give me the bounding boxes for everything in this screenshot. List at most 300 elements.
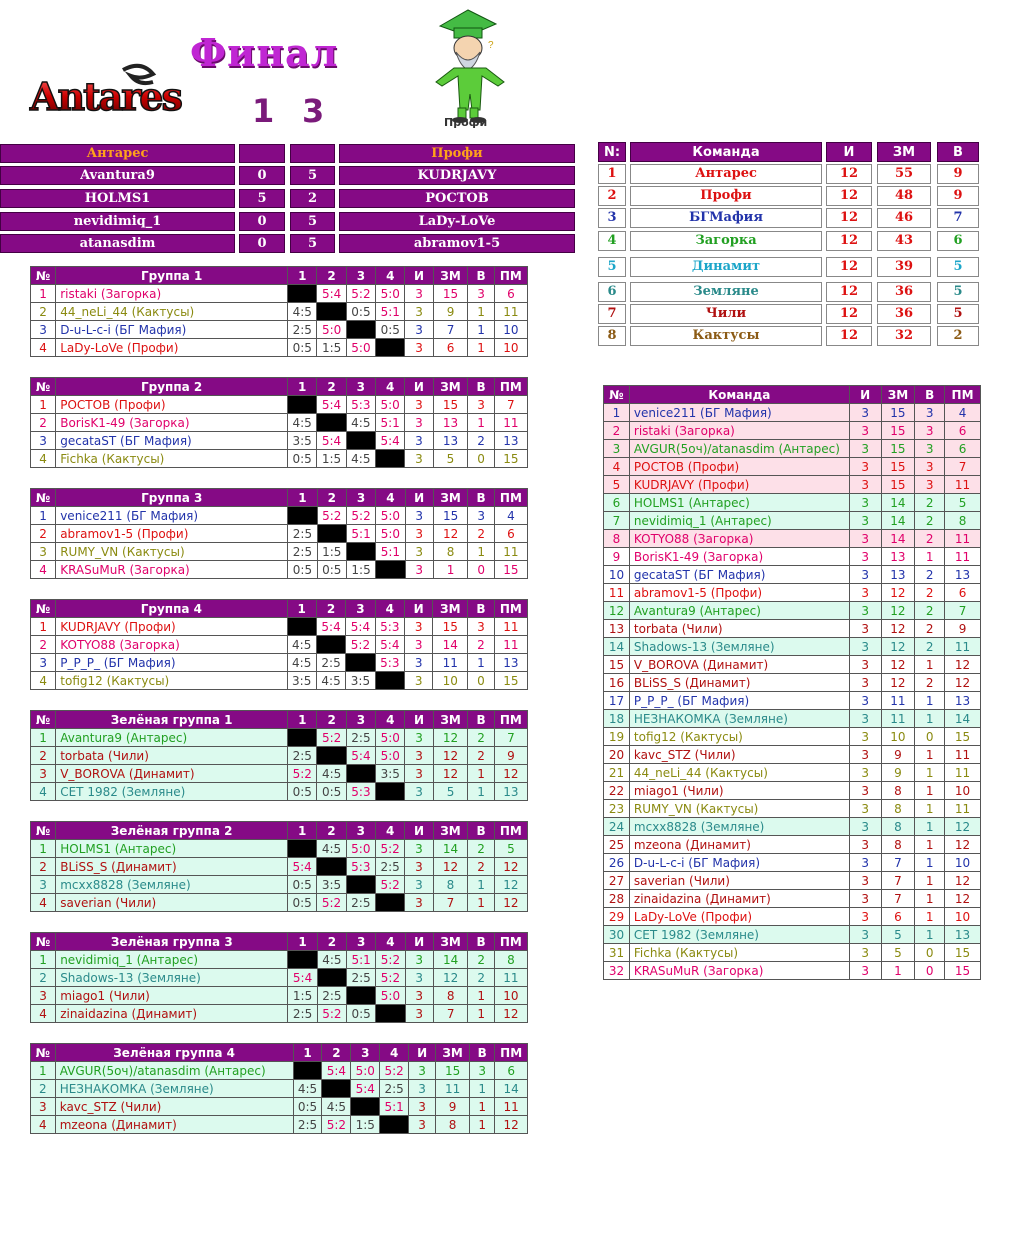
player-stat-cell: 3 xyxy=(849,818,881,836)
player-name: РОСТОВ (Профи) xyxy=(629,458,849,476)
group-score-cell: 4:5 xyxy=(322,1098,351,1116)
group-stat-cell: 1 xyxy=(468,543,494,561)
group-header-row xyxy=(31,600,528,618)
group-score-cell: 0:5 xyxy=(347,1005,376,1023)
group-stat-cell: 1 xyxy=(468,321,494,339)
group-score-cell: 5:3 xyxy=(375,618,404,636)
group-row-num: 1 xyxy=(31,1062,56,1080)
group-row-num: 1 xyxy=(31,729,56,747)
player-stat-cell: 15 xyxy=(945,962,981,980)
group-stat-cell: 15 xyxy=(433,285,468,303)
team-ranking-cell: 36 xyxy=(877,282,931,302)
group-header-cell: ПМ xyxy=(494,711,527,729)
group-self-cell xyxy=(376,561,405,579)
group-score-cell: 5:2 xyxy=(346,507,375,525)
player-stat-cell: 12 xyxy=(881,620,915,638)
team-ranking-cell: 5 xyxy=(937,282,979,302)
player-ranking-row xyxy=(604,944,981,962)
group-self-cell xyxy=(287,618,316,636)
player-stat-cell: 1 xyxy=(915,926,945,944)
player-stat-cell: 1 xyxy=(915,818,945,836)
team-ranking-name: Антарес xyxy=(630,164,822,184)
group-header-cell: ЗМ xyxy=(433,933,468,951)
group-row-num: 3 xyxy=(31,1098,56,1116)
group-score-cell: 1:5 xyxy=(317,450,346,468)
player-stat-cell: 13 xyxy=(945,926,981,944)
player-ranking-row xyxy=(604,494,981,512)
group-row xyxy=(31,1005,528,1023)
group-score-cell: 5:0 xyxy=(376,507,405,525)
group-header-cell: И xyxy=(405,489,433,507)
group-stat-cell: 2 xyxy=(468,636,494,654)
final-away-score: 2 xyxy=(290,189,335,208)
group-row-num: 2 xyxy=(31,969,56,987)
group-stat-cell: 3 xyxy=(405,987,433,1005)
group-stat-cell: 3 xyxy=(468,396,494,414)
team-ranking-cell: 2 xyxy=(937,326,979,346)
team-ranking-cell: 5 xyxy=(598,257,626,277)
group-header-cell: 4 xyxy=(376,489,405,507)
group-table xyxy=(30,821,528,912)
group-self-cell xyxy=(346,543,375,561)
group-score-cell: 4:5 xyxy=(317,951,346,969)
final-away-player: РОСТОВ xyxy=(339,189,575,208)
group-self-cell xyxy=(287,840,316,858)
group-player-name: P_P_P_ (БГ Мафия) xyxy=(56,654,287,672)
group-stat-cell: 11 xyxy=(436,1080,470,1098)
player-name: nevidimiq_1 (Антарес) xyxy=(629,512,849,530)
player-ranking-row xyxy=(604,422,981,440)
team-ranking-cell: 12 xyxy=(826,282,872,302)
group-self-cell xyxy=(351,1098,380,1116)
team-ranking-cell: 32 xyxy=(877,326,931,346)
group-row xyxy=(31,396,528,414)
group-stat-cell: 3 xyxy=(405,894,433,912)
group-stat-cell: 2 xyxy=(468,951,494,969)
team-ranking-cell: 12 xyxy=(826,326,872,346)
group-player-name: Fichka (Кактусы) xyxy=(56,450,288,468)
player-ranking-row xyxy=(604,764,981,782)
group-row-num: 3 xyxy=(31,321,56,339)
group-stat-cell: 3 xyxy=(409,1098,436,1116)
group-score-cell: 3:5 xyxy=(288,432,317,450)
group-score-cell: 5:3 xyxy=(375,654,404,672)
group-score-cell: 2:5 xyxy=(288,321,317,339)
group-stat-cell: 10 xyxy=(433,672,468,690)
group-header-cell: 4 xyxy=(375,378,404,396)
player-stat-cell: 11 xyxy=(945,800,981,818)
group-header-cell: ПМ xyxy=(494,600,527,618)
team-ranking-cell: 12 xyxy=(826,257,872,277)
player-stat-cell: 19 xyxy=(604,728,630,746)
player-stat-cell: 7 xyxy=(945,458,981,476)
group-score-cell: 5:0 xyxy=(351,1062,380,1080)
group-score-cell: 0:5 xyxy=(293,1098,322,1116)
player-stat-cell: 8 xyxy=(604,530,630,548)
group-title: Зелёная группа 3 xyxy=(56,933,288,951)
group-player-name: miago1 (Чили) xyxy=(56,987,288,1005)
group-self-cell xyxy=(317,858,346,876)
team-ranking-cell: 2 xyxy=(598,186,626,206)
player-name: ristaki (Загорка) xyxy=(629,422,849,440)
team-ranking-name: Динамит xyxy=(630,257,822,277)
player-name: RUMY_VN (Кактусы) xyxy=(629,800,849,818)
group-row xyxy=(31,636,528,654)
group-stat-cell: 1 xyxy=(468,339,494,357)
group-header-num: № xyxy=(31,600,56,618)
group-header-cell: 3 xyxy=(346,267,375,285)
player-ranking-row xyxy=(604,656,981,674)
group-player-name: Shadows-13 (Земляне) xyxy=(56,969,288,987)
group-stat-cell: 10 xyxy=(494,321,527,339)
group-row-num: 2 xyxy=(31,525,56,543)
group-header-row xyxy=(31,1044,528,1062)
profi-label: Профи xyxy=(444,116,488,129)
team-ranking-cell: 12 xyxy=(826,304,872,324)
final-home-team: Антарес xyxy=(0,144,235,163)
player-stat-cell: 3 xyxy=(849,710,881,728)
group-player-name: LaDy-LoVe (Профи) xyxy=(56,339,288,357)
svg-text:Antares: Antares xyxy=(30,74,181,119)
group-row-num: 2 xyxy=(31,303,56,321)
group-header-cell: И xyxy=(405,267,433,285)
group-player-name: HOLMS1 (Антарес) xyxy=(56,840,288,858)
group-self-cell xyxy=(375,894,404,912)
group-row xyxy=(31,1062,528,1080)
group-score-cell: 5:4 xyxy=(287,858,316,876)
group-player-name: KOTYO88 (Загорка) xyxy=(56,636,287,654)
group-stat-cell: 8 xyxy=(436,1116,470,1134)
player-stat-cell: 6 xyxy=(881,908,915,926)
group-stat-cell: 8 xyxy=(433,543,468,561)
player-stat-cell: 8 xyxy=(945,512,981,530)
player-stat-cell: 31 xyxy=(604,944,630,962)
player-stat-cell: 14 xyxy=(945,710,981,728)
team-ranking-name: Чили xyxy=(630,304,822,324)
group-stat-cell: 3 xyxy=(405,414,433,432)
player-stat-cell: 1 xyxy=(915,836,945,854)
player-stat-cell: 10 xyxy=(945,854,981,872)
group-header-cell: ПМ xyxy=(494,378,527,396)
group-stat-cell: 9 xyxy=(433,303,468,321)
team-ranking-cell: 8 xyxy=(598,326,626,346)
group-self-cell xyxy=(317,747,346,765)
group-stat-cell: 10 xyxy=(494,987,527,1005)
group-row xyxy=(31,747,528,765)
group-header-cell: ПМ xyxy=(494,489,527,507)
group-table xyxy=(30,266,528,357)
group-score-cell: 5:0 xyxy=(346,840,375,858)
group-title: Группа 3 xyxy=(56,489,288,507)
final-away-team: Профи xyxy=(339,144,575,163)
group-header-num: № xyxy=(31,378,56,396)
final-away-player: LaDy-LoVe xyxy=(339,212,575,231)
group-score-cell: 5:2 xyxy=(346,636,375,654)
player-stat-cell: 2 xyxy=(915,620,945,638)
final-away-player: KUDRJAVY xyxy=(339,166,575,185)
team-ranking-cell: 36 xyxy=(877,304,931,324)
group-header-cell: 1 xyxy=(287,822,316,840)
player-stat-cell: 11 xyxy=(881,710,915,728)
group-stat-cell: 3 xyxy=(468,618,494,636)
group-row-num: 3 xyxy=(31,876,56,894)
player-stat-cell: 3 xyxy=(849,944,881,962)
player-name: abramov1-5 (Профи) xyxy=(629,584,849,602)
team-ranking-cell: 1 xyxy=(598,164,626,184)
group-player-name: BorisK1-49 (Загорка) xyxy=(56,414,288,432)
group-stat-cell: 3 xyxy=(405,543,433,561)
final-score-head-left xyxy=(239,144,285,163)
group-row xyxy=(31,414,528,432)
group-score-cell: 2:5 xyxy=(346,894,375,912)
group-player-name: kavc_STZ (Чили) xyxy=(55,1098,293,1116)
group-row-num: 4 xyxy=(31,783,56,801)
group-row xyxy=(31,339,528,357)
team-ranking-cell: 12 xyxy=(826,231,872,251)
player-name: mzeona (Динамит) xyxy=(629,836,849,854)
group-stat-cell: 11 xyxy=(494,636,527,654)
group-self-cell xyxy=(317,303,346,321)
player-name: tofig12 (Кактусы) xyxy=(629,728,849,746)
group-score-cell: 5:4 xyxy=(375,432,404,450)
group-header-cell: 1 xyxy=(287,600,316,618)
group-stat-cell: 12 xyxy=(494,765,527,783)
group-header-cell: 1 xyxy=(293,1044,322,1062)
group-header-num: № xyxy=(31,933,56,951)
player-stat-cell: 14 xyxy=(881,512,915,530)
player-stat-cell: 1 xyxy=(915,710,945,728)
group-stat-cell: 12 xyxy=(494,894,527,912)
group-score-cell: 5:2 xyxy=(322,1116,351,1134)
group-score-cell: 5:2 xyxy=(375,876,404,894)
player-stat-cell: 11 xyxy=(881,692,915,710)
group-stat-cell: 3 xyxy=(405,285,433,303)
player-stat-cell: 15 xyxy=(881,458,915,476)
group-header-row xyxy=(31,822,528,840)
group-header-cell: 3 xyxy=(351,1044,380,1062)
group-row-num: 2 xyxy=(31,747,56,765)
group-stat-cell: 3 xyxy=(405,876,433,894)
group-player-name: venice211 (БГ Мафия) xyxy=(56,507,288,525)
group-player-name: gecataST (БГ Мафия) xyxy=(56,432,288,450)
group-stat-cell: 1 xyxy=(470,1080,495,1098)
team-ranking-cell: 7 xyxy=(937,208,979,228)
group-stat-cell: 11 xyxy=(494,969,527,987)
player-stat-cell: 12 xyxy=(945,872,981,890)
group-player-name: НЕЗНАКОМКА (Земляне) xyxy=(55,1080,293,1098)
group-stat-cell: 2 xyxy=(468,432,494,450)
group-score-cell: 5:0 xyxy=(376,729,405,747)
final-home-score: 0 xyxy=(239,212,285,231)
group-score-cell: 1:5 xyxy=(288,987,317,1005)
group-header-row xyxy=(31,267,528,285)
final-home-score: 5 xyxy=(239,189,285,208)
group-row xyxy=(31,432,528,450)
player-stat-cell: 1 xyxy=(915,746,945,764)
group-header-cell: 4 xyxy=(375,600,404,618)
player-stat-cell: 15 xyxy=(881,422,915,440)
final-home-player: nevidimiq_1 xyxy=(0,212,235,231)
group-header-row xyxy=(31,933,528,951)
group-score-cell: 2:5 xyxy=(347,969,376,987)
group-header-cell: И xyxy=(405,933,433,951)
player-ranking-header-cell: В xyxy=(915,386,945,404)
player-stat-cell: 3 xyxy=(849,872,881,890)
player-ranking-row xyxy=(604,692,981,710)
player-stat-cell: 2 xyxy=(915,674,945,692)
group-row-num: 2 xyxy=(31,858,56,876)
group-player-name: AVGUR(5оч)/atanasdim (Антарес) xyxy=(55,1062,293,1080)
group-stat-cell: 2 xyxy=(468,729,494,747)
group-row xyxy=(31,618,528,636)
group-stat-cell: 14 xyxy=(495,1080,528,1098)
group-score-cell: 5:4 xyxy=(317,396,346,414)
team-ranking-cell: 12 xyxy=(826,208,872,228)
group-stat-cell: 3 xyxy=(409,1062,436,1080)
group-header-cell: 3 xyxy=(346,489,375,507)
group-stat-cell: 3 xyxy=(405,618,433,636)
group-player-name: KRASuMuR (Загорка) xyxy=(56,561,288,579)
group-row-num: 4 xyxy=(31,450,56,468)
team-ranking-cell: 5 xyxy=(937,304,979,324)
group-row-num: 2 xyxy=(31,636,56,654)
group-header-num: № xyxy=(31,1044,56,1062)
group-score-cell: 4:5 xyxy=(316,672,345,690)
group-row-num: 3 xyxy=(31,987,56,1005)
group-header-cell: И xyxy=(405,378,433,396)
group-header-cell: ЗМ xyxy=(433,489,468,507)
team-ranking-cell: 46 xyxy=(877,208,931,228)
group-score-cell: 5:2 xyxy=(288,765,317,783)
group-row xyxy=(31,765,528,783)
team-ranking-name: БГМафия xyxy=(630,208,822,228)
player-stat-cell: 2 xyxy=(915,638,945,656)
player-stat-cell: 32 xyxy=(604,962,630,980)
group-header-cell: 2 xyxy=(317,822,346,840)
team-ranking-name: Земляне xyxy=(630,282,822,302)
group-score-cell: 5:0 xyxy=(376,747,405,765)
group-score-cell: 0:5 xyxy=(288,783,317,801)
group-self-cell xyxy=(375,672,404,690)
group-stat-cell: 1 xyxy=(433,561,468,579)
player-stat-cell: 7 xyxy=(945,602,981,620)
team-ranking-name: Загорка xyxy=(630,231,822,251)
player-ranking-row xyxy=(604,512,981,530)
player-stat-cell: 12 xyxy=(945,890,981,908)
group-stat-cell: 12 xyxy=(433,525,468,543)
group-stat-cell: 1 xyxy=(468,303,494,321)
group-header-cell: ЗМ xyxy=(433,711,468,729)
player-stat-cell: 1 xyxy=(915,890,945,908)
final-home-player: atanasdim xyxy=(0,234,235,253)
group-row-num: 4 xyxy=(31,1116,56,1134)
final-home-player: Avantura9 xyxy=(0,166,235,185)
player-stat-cell: 8 xyxy=(881,836,915,854)
player-name: 44_neLi_44 (Кактусы) xyxy=(629,764,849,782)
player-stat-cell: 10 xyxy=(881,728,915,746)
group-stat-cell: 5 xyxy=(433,450,468,468)
player-name: Avantura9 (Антарес) xyxy=(629,602,849,620)
group-row xyxy=(31,303,528,321)
final-away-score: 5 xyxy=(290,166,335,185)
player-name: CET 1982 (Земляне) xyxy=(629,926,849,944)
group-player-name: ristaki (Загорка) xyxy=(56,285,288,303)
group-score-cell: 0:5 xyxy=(376,321,405,339)
group-self-cell xyxy=(322,1080,351,1098)
team-ranking-name: Профи xyxy=(630,186,822,206)
group-stat-cell: 8 xyxy=(433,876,468,894)
team-ranking-header-cell: И xyxy=(826,142,872,162)
group-player-name: RUMY_VN (Кактусы) xyxy=(56,543,288,561)
player-stat-cell: 7 xyxy=(604,512,630,530)
group-header-cell: 4 xyxy=(376,933,405,951)
player-stat-cell: 26 xyxy=(604,854,630,872)
player-stat-cell: 15 xyxy=(881,404,915,422)
group-stat-cell: 15 xyxy=(494,672,527,690)
team-ranking-cell: 12 xyxy=(826,186,872,206)
group-self-cell xyxy=(288,285,317,303)
group-player-name: mzeona (Динамит) xyxy=(55,1116,293,1134)
group-stat-cell: 3 xyxy=(405,672,433,690)
player-stat-cell: 11 xyxy=(945,638,981,656)
player-stat-cell: 11 xyxy=(945,764,981,782)
player-stat-cell: 13 xyxy=(604,620,630,638)
player-stat-cell: 14 xyxy=(881,494,915,512)
group-row-num: 1 xyxy=(31,285,56,303)
player-stat-cell: 5 xyxy=(945,494,981,512)
player-stat-cell: 1 xyxy=(915,764,945,782)
player-stat-cell: 13 xyxy=(945,692,981,710)
player-name: AVGUR(5оч)/atanasdim (Антарес) xyxy=(629,440,849,458)
page-title: Финал xyxy=(190,30,339,75)
group-score-cell: 5:2 xyxy=(375,840,404,858)
group-score-cell: 5:0 xyxy=(317,321,346,339)
player-stat-cell: 12 xyxy=(945,674,981,692)
group-row xyxy=(31,894,528,912)
player-stat-cell: 1 xyxy=(915,656,945,674)
group-score-cell: 5:2 xyxy=(376,969,405,987)
player-ranking-row xyxy=(604,566,981,584)
group-score-cell: 5:1 xyxy=(376,543,405,561)
group-score-cell: 5:3 xyxy=(346,783,375,801)
group-stat-cell: 12 xyxy=(433,858,468,876)
group-stat-cell: 14 xyxy=(433,636,468,654)
player-name: zinaidazina (Динамит) xyxy=(629,890,849,908)
group-header-cell: 1 xyxy=(288,711,317,729)
player-stat-cell: 23 xyxy=(604,800,630,818)
player-name: KUDRJAVY (Профи) xyxy=(629,476,849,494)
group-header-cell: 4 xyxy=(380,1044,409,1062)
group-header-cell: В xyxy=(468,933,494,951)
group-self-cell xyxy=(375,450,404,468)
group-score-cell: 5:4 xyxy=(351,1080,380,1098)
group-header-num: № xyxy=(31,489,56,507)
group-stat-cell: 2 xyxy=(468,747,494,765)
group-row xyxy=(31,561,528,579)
player-stat-cell: 3 xyxy=(849,908,881,926)
player-stat-cell: 9 xyxy=(881,746,915,764)
player-stat-cell: 11 xyxy=(604,584,630,602)
player-stat-cell: 3 xyxy=(849,746,881,764)
group-stat-cell: 1 xyxy=(468,876,494,894)
group-title: Зелёная группа 2 xyxy=(56,822,288,840)
player-ranking-row xyxy=(604,962,981,980)
player-stat-cell: 3 xyxy=(915,404,945,422)
group-header-cell: 1 xyxy=(288,489,317,507)
player-name: P_P_P_ (БГ Мафия) xyxy=(629,692,849,710)
group-score-cell: 5:0 xyxy=(375,396,404,414)
player-stat-cell: 21 xyxy=(604,764,630,782)
